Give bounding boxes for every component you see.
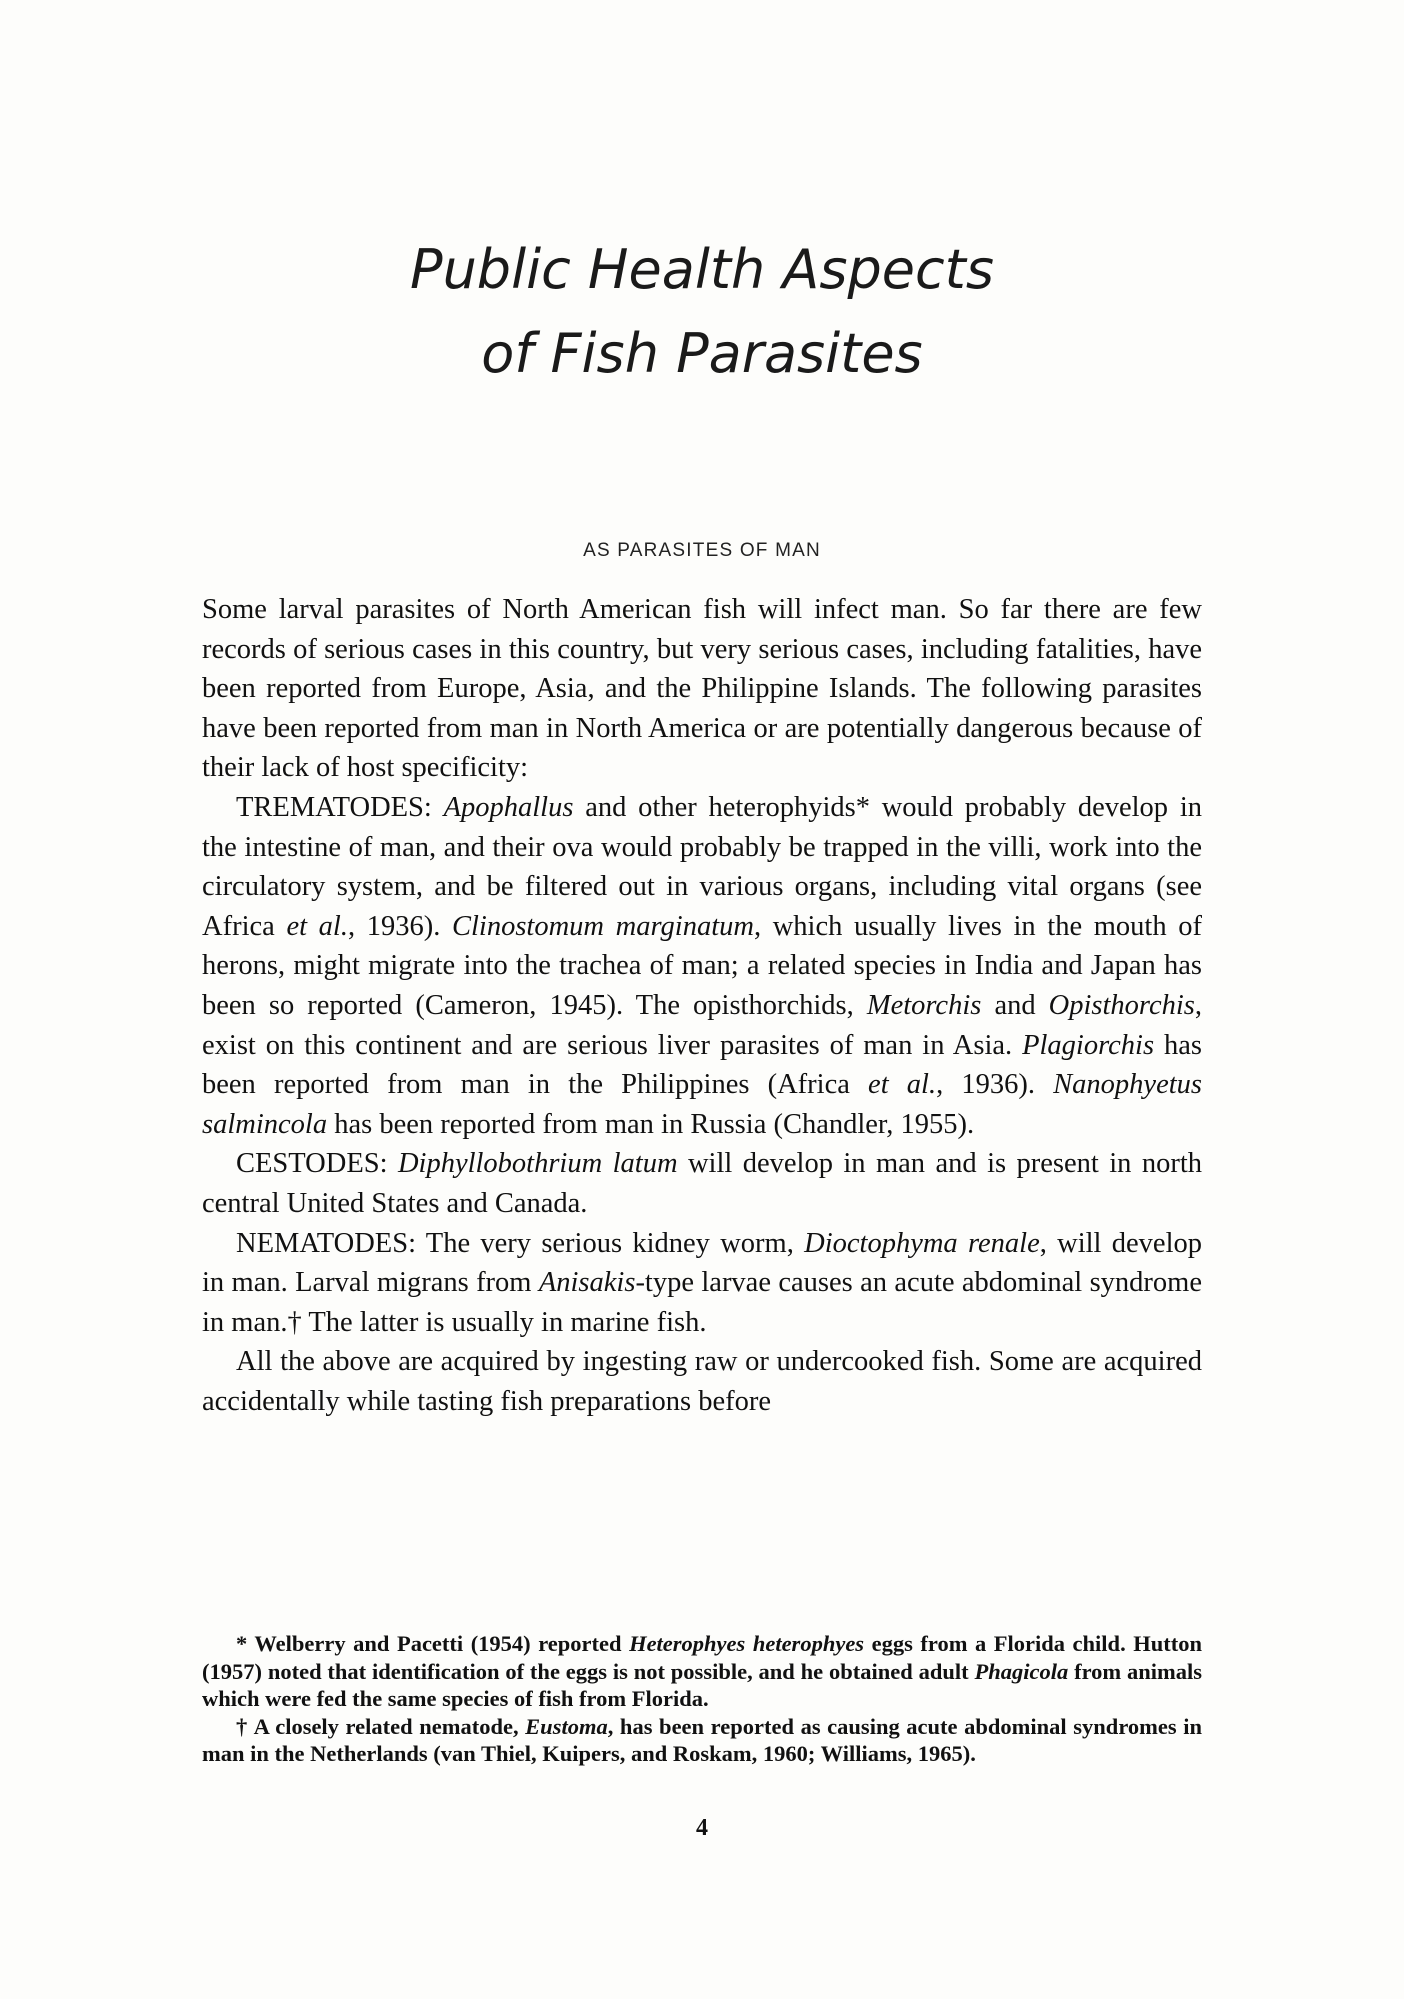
page-number: 4 [696, 1815, 708, 1841]
paragraph-trematodes: TREMATODES: Apophallus and other heterophyids* would probably develop in the intestine of man, and their ova would probably be trapped in the villi, work into the circulatory system, and be filtered out in various organs, including vital organs (see Africa et al., 1936). Clinostomum marginatum, which usually lives in the mouth of herons, might migrate into the trachea of man; a related species in India and Japan has been so reported (Cameron, 1945). The opisthorchids, Metorchis and Opisthorchis, exist on this continent and are serious liver parasites of man in Asia. Plagiorchis has been reported from man in the Philippines (Africa et al., 1936). Nanophyetus salmincola has been reported from man in Russia (Chandler, 1955). [202, 791, 1203, 1140]
footnote-asterisk: * Welberry and Pacetti (1954) reported Heterophyes heterophyes eggs from a Florida child. Hutton (1957) noted that identification of the eggs is not possible, and he obtained adult Phagicola from animals which were fed the same species of fish from Florida. [202, 1631, 1202, 1711]
paragraph-cestodes: CESTODES: Diphyllobothrium latum will develop in man and is present in north central United States and Canada. [202, 1148, 1202, 1219]
chapter-title [0, 228, 1404, 396]
chapter-title-line-2: of Fish Parasites [481, 322, 923, 385]
paragraph-acquisition: All the above are acquired by ingesting raw or undercooked fish. Some are acquired accidentally while tasting fish preparations before [202, 1346, 1202, 1417]
trematodes-label: TREMATODES: [236, 791, 444, 823]
paragraph-nematodes: NEMATODES: The very serious kidney worm, Dioctophyma renale, will develop in man. Larval migrans from Anisakis-type larvae causes an acute abdominal syndrome in man.† The latter is usually in marine fish. [202, 1227, 1202, 1338]
footnote-dagger: † A closely related nematode, Eustoma, has been reported as causing acute abdominal syndromes in man in the Netherlands (van Thiel, Kuipers, and Roskam, 1960; Williams, 1965). [202, 1713, 1202, 1766]
cestodes-label: CESTODES: [236, 1148, 398, 1180]
section-heading: AS PARASITES OF MAN [583, 540, 821, 561]
body-text [202, 590, 1202, 1421]
footnotes [202, 1630, 1202, 1768]
paragraph-intro: Some larval parasites of North American fish will infect man. So far there are few records of serious cases in this country, but very serious cases, including fatalities, have been reported from Europe, Asia, and the Philippine Islands. The following parasites have been reported from man in North America or are potentially dangerous because of their lack of host specificity: [202, 594, 1202, 784]
nematodes-label: NEMATODES: [236, 1227, 426, 1259]
chapter-title-line-1: Public Health Aspects [410, 238, 994, 301]
